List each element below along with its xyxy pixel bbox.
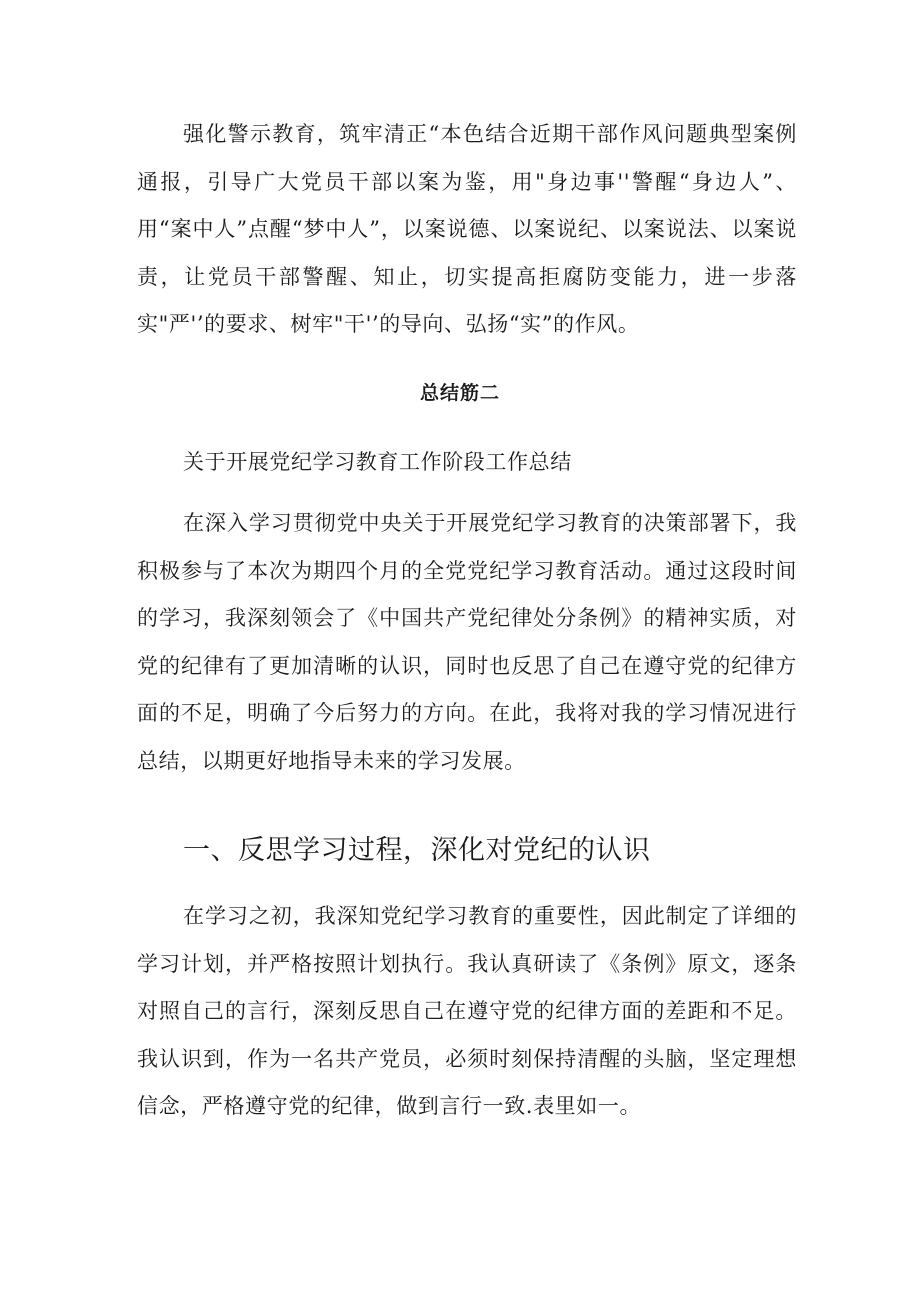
section-title: 总结筋二 (419, 382, 500, 404)
section-heading-1: 一、反思学习过程，深化对党纪的认识 (183, 835, 651, 866)
opening-paragraph: 在深入学习贯彻党中央关于开展党纪学习教育的决策部署下，我积极参与了本次为期四个月的全党党纪学习教育活动。通过这段时间的学习，我深刻领会了《中国共产党纪律处分条例》的精神实质，对党的纪律有了更加清晰的认识，同时也反思了自己在遵守党的纪律方面的不足，明确了今后努力的方向。在此，我将对我的学习情况进行总结，以期更好地指导未来的学习发展。 (137, 511, 797, 773)
document-subtitle: 关于开展党纪学习教育工作阶段工作总结 (183, 450, 572, 474)
intro-paragraph: 强化警示教育，筑牢清正“本色结合近期干部作风问题典型案例通报，引导广大党员干部以案为鉴，用"身边事''警醒“身边人”、用“案中人”点醒“梦中人”，以案说德、以案说纪、以案说法、以案说责，让党员干部警醒、知止，切实提高拒腐防变能力，进一步落实"严'’的要求、树牢"干'’的导向、弘扬“实”的作风。 (137, 122, 797, 336)
section-1-paragraph: 在学习之初，我深知党纪学习教育的重要性，因此制定了详细的学习计划，并严格按照计划执行。我认真研读了《条例》原文，逐条对照自己的言行，深刻反思自己在遵守党的纪律方面的差距和不足。我认识到，作为一名共产党员，必须时刻保持清醒的头脑，坚定理想信念，严格遵守党的纪律，做到言行一致.表里如一。 (137, 904, 797, 1118)
